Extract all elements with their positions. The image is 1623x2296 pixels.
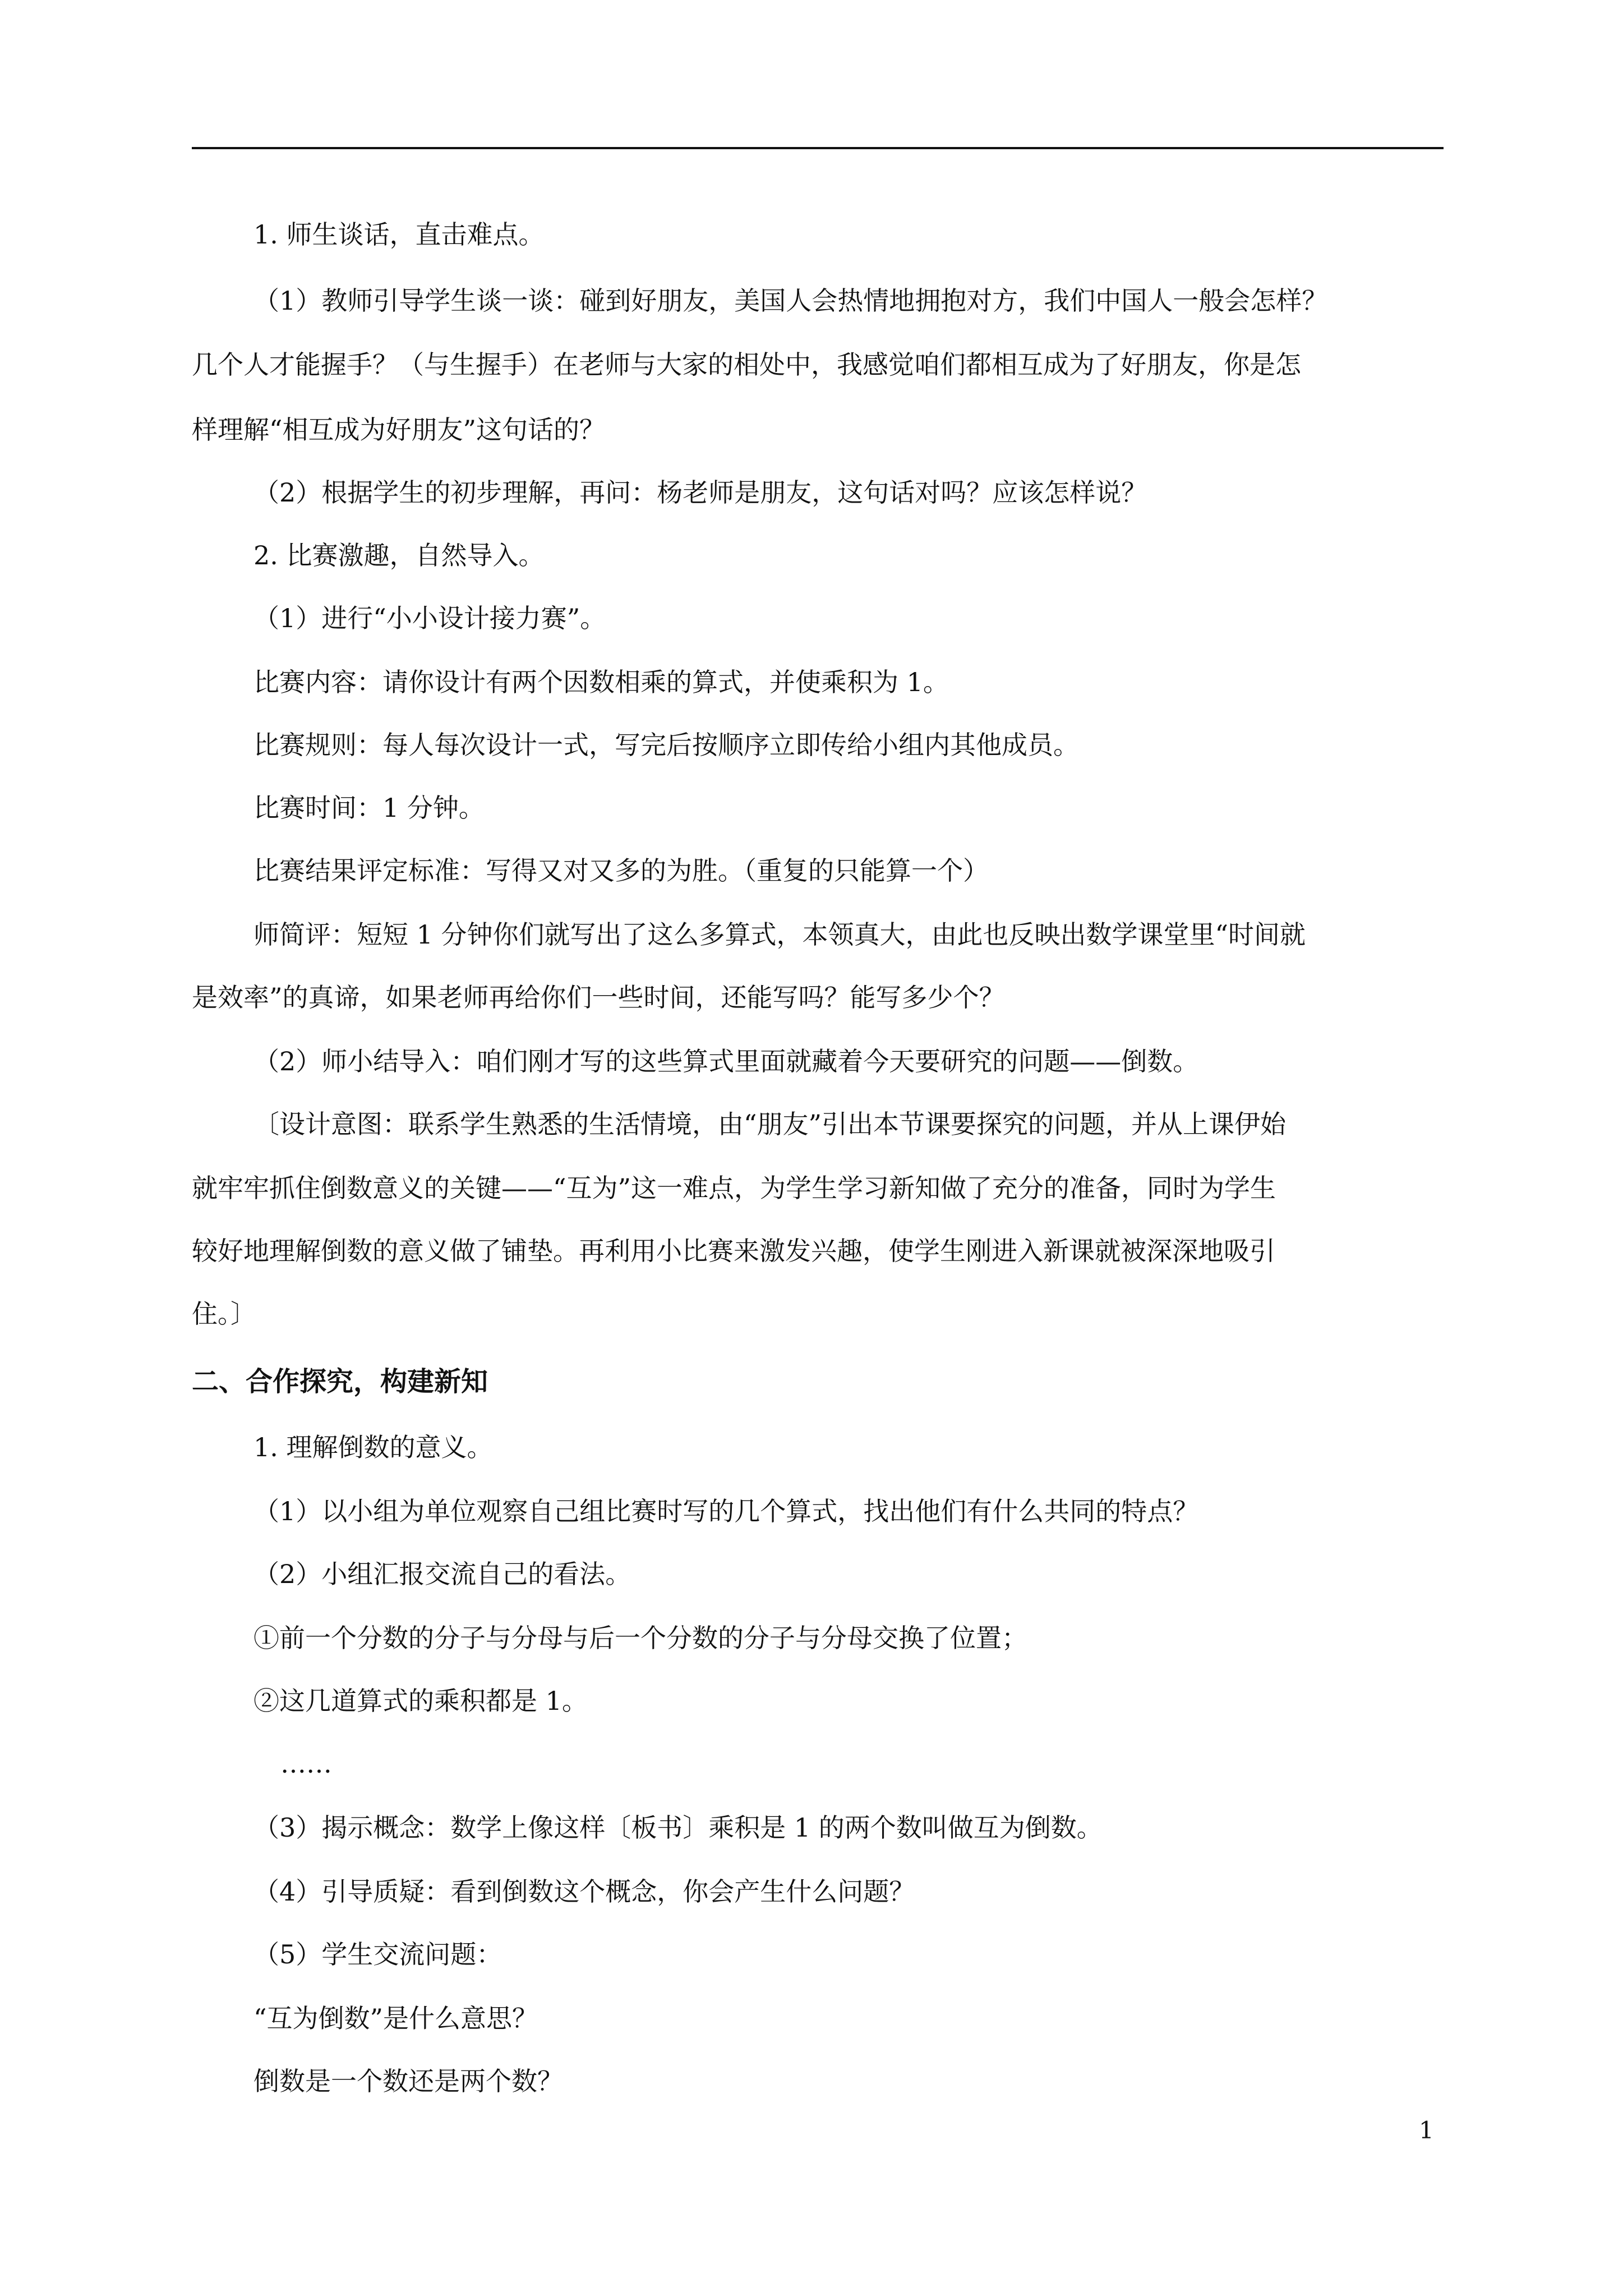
paragraph-line: 比赛结果评定标准：写得又对又多的为胜。（重复的只能算一个） [253, 855, 989, 886]
paragraph-line: 是效率”的真谛，如果老师再给你们一些时间，还能写吗？能写多少个？ [192, 982, 1005, 1013]
paragraph-line: （3）揭示概念：数学上像这样〔板书〕乘积是 1 的两个数叫做互为倒数。 [253, 1812, 1103, 1843]
page-number: 1 [1419, 2116, 1434, 2144]
question-line: 倒数是一个数还是两个数？ [253, 2066, 563, 2096]
list-item: ①前一个分数的分子与分母与后一个分数的分子与分母交换了位置； [253, 1623, 1027, 1653]
paragraph-line: （2）师小结导入：咱们刚才写的这些算式里面就藏着今天要研究的问题——倒数。 [253, 1046, 1199, 1076]
paragraph-line: （1）以小组为单位观察自己组比赛时写的几个算式，找出他们有什么共同的特点？ [253, 1496, 1199, 1526]
paragraph-line: （2）根据学生的初步理解，再问：杨老师是朋友，这句话对吗？应该怎样说？ [253, 477, 1147, 508]
item-2-title: 2. 比赛激趣，自然导入。 [253, 540, 545, 570]
paragraph-line: （2）小组汇报交流自己的看法。 [253, 1559, 631, 1589]
paragraph-line: （5）学生交流问题： [253, 1939, 502, 1970]
paragraph-line: 比赛规则：每人每次设计一式，写完后按顺序立即传给小组内其他成员。 [253, 730, 1079, 760]
ellipsis: …… [280, 1749, 332, 1779]
list-item: ②这几道算式的乘积都是 1。 [253, 1686, 588, 1716]
question-line: “互为倒数”是什么意思？ [253, 2003, 538, 2033]
design-intent-line: 就牢牢抓住倒数意义的关键——“互为”这一难点，为学生学习新知做了充分的准备，同时为学生 [192, 1173, 1276, 1203]
section-heading: 二、合作探究，构建新知 [192, 1366, 488, 1397]
item-1-title: 1. 师生谈话，直击难点。 [253, 219, 545, 250]
paragraph-line: 样理解“相互成为好朋友”这句话的？ [192, 415, 606, 445]
paragraph-line: 师简评：短短 1 分钟你们就写出了这么多算式，本领真大，由此也反映出数学课堂里“时间就 [253, 919, 1306, 950]
header-rule [192, 147, 1444, 149]
paragraph-line: 比赛内容：请你设计有两个因数相乘的算式，并使乘积为 1。 [253, 667, 949, 697]
design-intent-line: 较好地理解倒数的意义做了铺垫。再利用小比赛来激发兴趣，使学生刚进入新课就被深深地吸引 [192, 1236, 1275, 1266]
paragraph-line: （1）进行“小小设计接力赛”。 [253, 603, 606, 633]
design-intent-line: 〔设计意图：联系学生熟悉的生活情境，由“朋友”引出本节课要探究的问题，并从上课伊始 [253, 1109, 1287, 1139]
paragraph-line: （4）引导质疑：看到倒数这个概念，你会产生什么问题？ [253, 1876, 915, 1907]
paragraph-line: 几个人才能握手？（与生握手）在老师与大家的相处中，我感觉咱们都相互成为了好朋友，你是怎 [192, 349, 1301, 380]
item-1-title: 1. 理解倒数的意义。 [253, 1432, 493, 1462]
design-intent-line: 住。〕 [192, 1299, 256, 1329]
paragraph-line: （1）教师引导学生谈一谈：碰到好朋友，美国人会热情地拥抱对方，我们中国人一般会怎样？ [253, 286, 1328, 316]
paragraph-line: 比赛时间：1 分钟。 [253, 793, 485, 823]
